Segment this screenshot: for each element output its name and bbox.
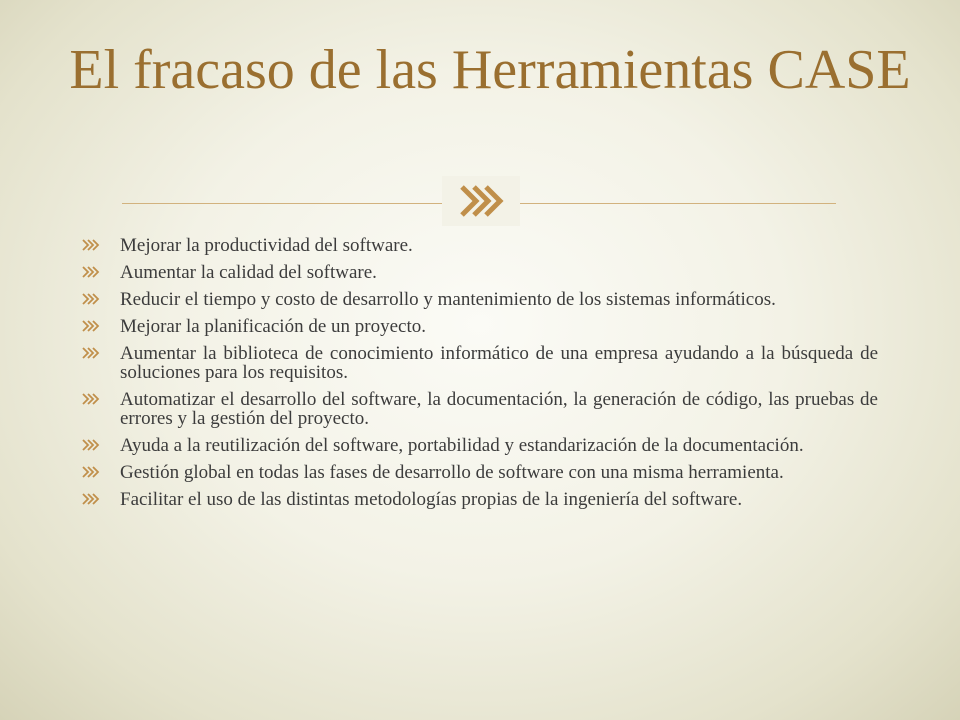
bullet-item	[82, 390, 878, 428]
bullet-text: Aumentar la biblioteca de conocimiento informático de una empresa ayudando a la búsqueda de soluciones para los requisitos.	[120, 343, 878, 383]
bullet-text: Automatizar el desarrollo del software, la documentación, la generación de código, las pruebas de errores y la gestión del proyecto.	[120, 389, 878, 429]
bullet-text: Mejorar la planificación de un proyecto.	[120, 316, 426, 337]
double-chevron-bullet-icon	[82, 466, 104, 478]
bullet-item	[82, 236, 878, 255]
double-chevron-bullet-icon	[82, 239, 104, 251]
bullet-list	[82, 236, 878, 517]
bullet-text: Ayuda a la reutilización del software, portabilidad y estandarización de la documentación.	[120, 435, 804, 456]
bullet-item	[82, 263, 878, 282]
bullet-item	[82, 317, 878, 336]
bullet-item	[82, 290, 878, 309]
double-chevron-ornament-icon	[442, 176, 520, 226]
bullet-text: Mejorar la productividad del software.	[120, 235, 413, 256]
double-chevron-bullet-icon	[82, 266, 104, 278]
double-chevron-bullet-icon	[82, 439, 104, 451]
double-chevron-bullet-icon	[82, 493, 104, 505]
bullet-text: Facilitar el uso de las distintas metodologías propias de la ingeniería del software.	[120, 489, 743, 510]
bullet-text: Aumentar la calidad del software.	[120, 262, 377, 283]
bullet-item	[82, 463, 878, 482]
bullet-item	[82, 436, 878, 455]
bullet-item	[82, 344, 878, 382]
double-chevron-bullet-icon	[82, 393, 104, 405]
bullet-text: Gestión global en todas las fases de desarrollo de software con una misma herramienta.	[120, 462, 784, 483]
bullet-item	[82, 490, 878, 509]
double-chevron-bullet-icon	[82, 293, 104, 305]
double-chevron-bullet-icon	[82, 320, 104, 332]
bullet-text: Reducir el tiempo y costo de desarrollo y mantenimiento de los sistemas informáticos.	[120, 289, 776, 310]
double-chevron-bullet-icon	[82, 347, 104, 359]
slide-title: El fracaso de las Herramientas CASE	[69, 39, 911, 101]
